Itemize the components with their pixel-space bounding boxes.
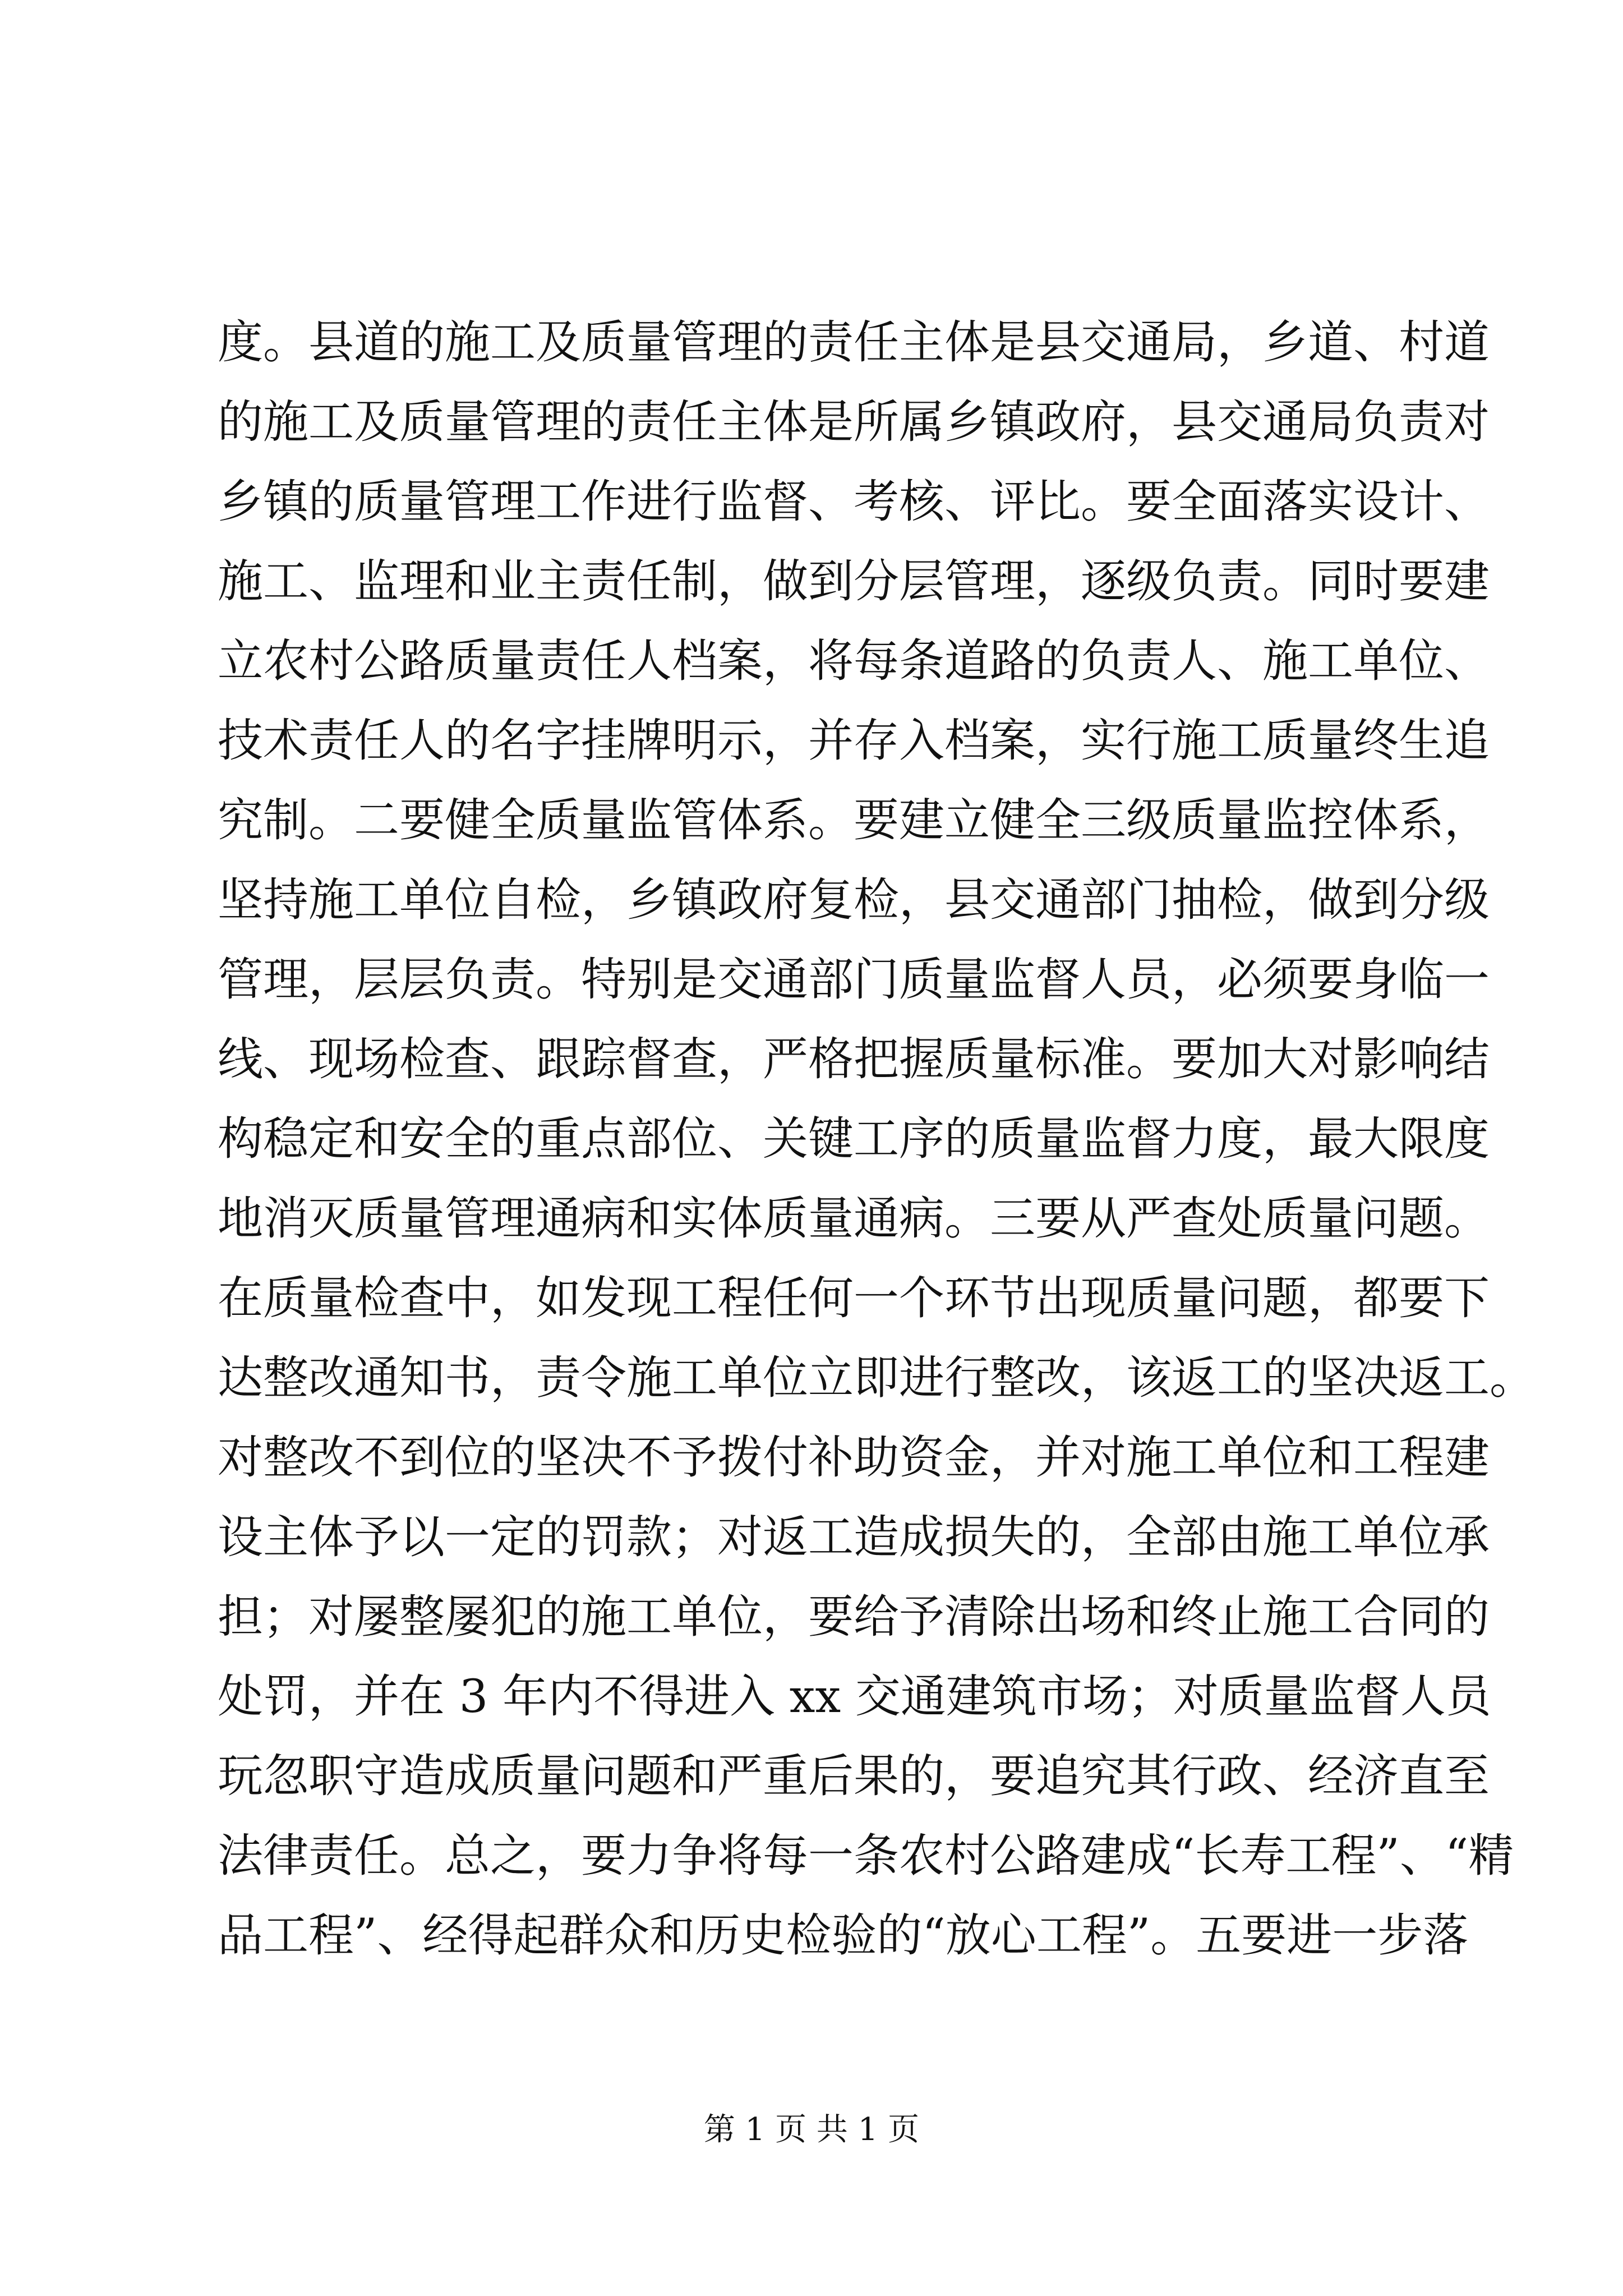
body-paragraph — [218, 303, 1536, 1976]
text-line: 玩忽职守造成质量问题和严重后果的，要追究其行政、经济直至 — [218, 1750, 1490, 1803]
text-line: 究制。二要健全质量监管体系。要建立健全三级质量监控体系， — [218, 794, 1490, 847]
text-line: 法律责任。总之，要力争将每一条农村公路建成“长寿工程”、“精 — [218, 1830, 1514, 1883]
text-line: 在质量检查中，如发现工程任何一个环节出现质量问题，都要下 — [218, 1272, 1490, 1325]
text-line: 对整改不到位的坚决不予拨付补助资金，并对施工单位和工程建 — [218, 1432, 1490, 1484]
text-line: 担；对屡整屡犯的施工单位，要给予清除出场和终止施工合同的 — [218, 1591, 1490, 1644]
text-line: 品工程”、经得起群众和历史检验的“放心工程”。五要进一步落 — [218, 1910, 1469, 1962]
text-line: 度。县道的施工及质量管理的责任主体是县交通局，乡道、村道 — [218, 316, 1490, 369]
text-line: 的施工及质量管理的责任主体是所属乡镇政府，县交通局负责对 — [218, 396, 1490, 449]
text-line: 线、现场检查、跟踪督查，严格把握质量标准。要加大对影响结 — [218, 1033, 1490, 1086]
text-line: 乡镇的质量管理工作进行监督、考核、评比。要全面落实设计、 — [218, 476, 1490, 528]
text-line: 地消灭质量管理通病和实体质量通病。三要从严查处质量问题。 — [218, 1193, 1490, 1245]
text-line: 构稳定和安全的重点部位、关键工序的质量监督力度，最大限度 — [218, 1113, 1490, 1166]
text-line: 设主体予以一定的罚款；对返工造成损失的，全部由施工单位承 — [218, 1511, 1490, 1564]
text-line: 管理，层层负责。特别是交通部门质量监督人员，必须要身临一 — [218, 954, 1490, 1006]
text-line: 坚持施工单位自检，乡镇政府复检，县交通部门抽检，做到分级 — [218, 874, 1490, 927]
text-line: 达整改通知书，责令施工单位立即进行整改，该返工的坚决返工。 — [218, 1352, 1536, 1405]
text-line: 处罚，并在 3 年内不得进入 xx 交通建筑市场；对质量监督人员 — [218, 1671, 1491, 1723]
text-line: 技术责任人的名字挂牌明示，并存入档案，实行施工质量终生追 — [218, 715, 1490, 767]
text-line: 施工、监理和业主责任制，做到分层管理，逐级负责。同时要建 — [218, 555, 1490, 608]
text-line: 立农村公路质量责任人档案，将每条道路的负责人、施工单位、 — [218, 635, 1490, 688]
page-number-footer: 第 1 页 共 1 页 — [703, 2111, 920, 2148]
